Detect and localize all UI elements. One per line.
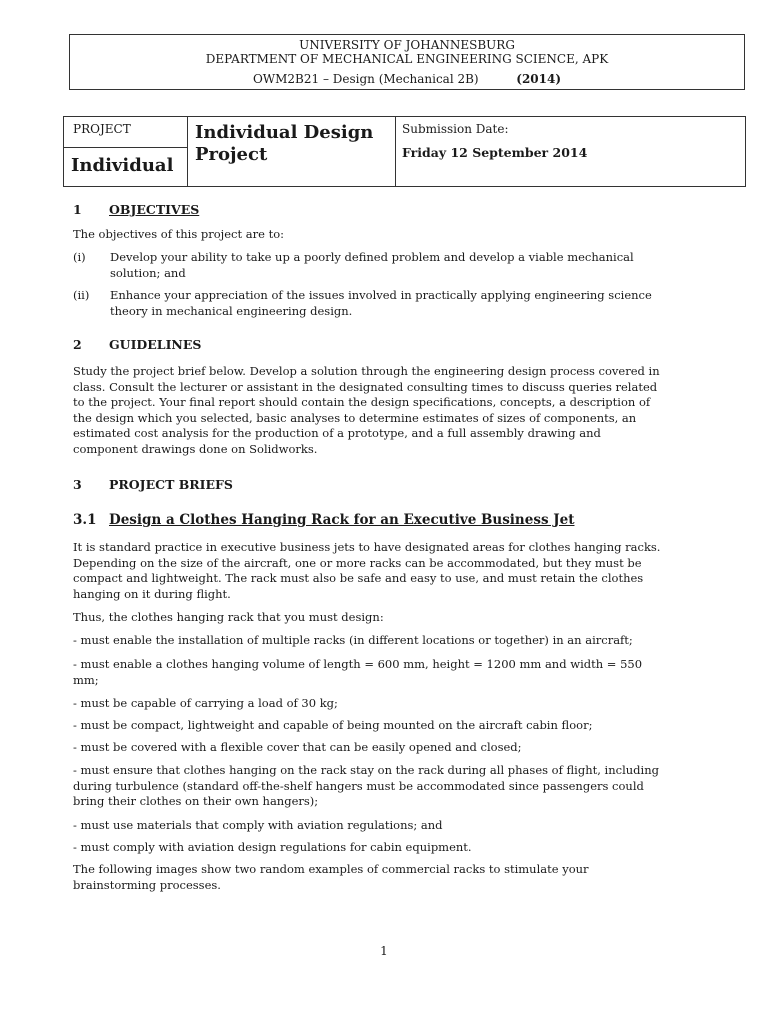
section-heading-objectives: [73, 202, 673, 218]
requirement-item: - must ensure that clothes hanging on the rack stay on the rack during all phases of flight, including during turbulence (standard off-the-shelf hangers must be accommodated since passengers could bring their clothes on their own hangers);: [73, 763, 659, 808]
guidelines-paragraph: Study the project brief below. Develop a solution through the engineering design process covered in class. Consult the lecturer or assistant in the designated consulting times to discuss queries related to the project. Your final report should contain the design specifications, concepts, a description of the design which you selected, basic analyses to determine estimates of sizes of components, an estimated cost analysis for the production of a prototype, and a full assembly drawing and component drawings done on Solidworks.: [73, 364, 660, 456]
list-item-body: Enhance your appreciation of the issues involved in practically applying engineering science theory in mechanical engineering design.: [110, 288, 652, 318]
course-line: [70, 72, 744, 86]
subsection-title: Design a Clothes Hanging Rack for an Executive Business Jet: [109, 512, 575, 528]
requirement-item: - must be covered with a flexible cover that can be easily opened and closed;: [73, 740, 522, 754]
section-heading-guidelines: [73, 337, 673, 353]
department-name: DEPARTMENT OF MECHANICAL ENGINEERING SCIENCE, APK: [205, 52, 609, 66]
subsection-number: 3.1: [73, 512, 97, 528]
document-header: [69, 34, 745, 90]
project-title: [195, 122, 373, 166]
submission-date: Friday 12 September 2014: [402, 145, 588, 160]
project-label: PROJECT: [73, 122, 131, 136]
section-number: 1: [73, 202, 82, 217]
project-title-line2: Project: [195, 144, 268, 165]
section-title: PROJECT BRIEFS: [109, 477, 233, 492]
section-title: GUIDELINES: [109, 337, 202, 352]
project-info-table: [63, 116, 746, 187]
course-year: (2014): [516, 72, 562, 86]
briefs-intro-paragraph: It is standard practice in executive business jets to have designated areas for clothes hanging racks. Depending on the size of the aircraft, one or more racks can be accommodated, but they must be compact and lightweight. The rack must also be safe and easy to use, and must retain the clothes hanging on it during flight.: [73, 540, 661, 601]
page-number: 1: [380, 944, 388, 958]
list-marker: (ii): [73, 288, 90, 302]
requirement-item: - must be capable of carrying a load of 30 kg;: [73, 696, 338, 710]
objectives-intro: The objectives of this project are to:: [73, 227, 284, 241]
section-title: OBJECTIVES: [109, 202, 200, 217]
requirements-intro: Thus, the clothes hanging rack that you must design:: [73, 610, 384, 624]
submission-label: Submission Date:: [402, 122, 509, 136]
requirement-item: - must use materials that comply with aviation regulations; and: [73, 818, 443, 832]
university-name: UNIVERSITY OF JOHANNESBURG: [299, 38, 515, 52]
closing-paragraph: The following images show two random examples of commercial racks to stimulate your brainstorming processes.: [73, 862, 589, 892]
list-item-body: Develop your ability to take up a poorly defined problem and develop a viable mechanical solution; and: [110, 250, 634, 280]
requirement-item: - must enable the installation of multiple racks (in different locations or together) in an aircraft;: [73, 633, 633, 647]
section-number: 3: [73, 477, 82, 492]
course-code: OWM2B21 – Design (Mechanical 2B): [252, 72, 479, 86]
requirement-item: - must be compact, lightweight and capable of being mounted on the aircraft cabin floor;: [73, 718, 593, 732]
subsection-heading: [73, 512, 733, 530]
list-item: [73, 288, 733, 320]
section-number: 2: [73, 337, 82, 352]
requirement-item: - must comply with aviation design regulations for cabin equipment.: [73, 840, 472, 854]
list-marker: (i): [73, 250, 86, 264]
project-title-line1: Individual Design: [195, 122, 374, 143]
project-type: Individual: [71, 155, 174, 176]
requirement-item: - must enable a clothes hanging volume of length = 600 mm, height = 1200 mm and width = 550 mm;: [73, 657, 643, 687]
list-item: [73, 250, 733, 282]
section-heading-briefs: [73, 477, 673, 493]
